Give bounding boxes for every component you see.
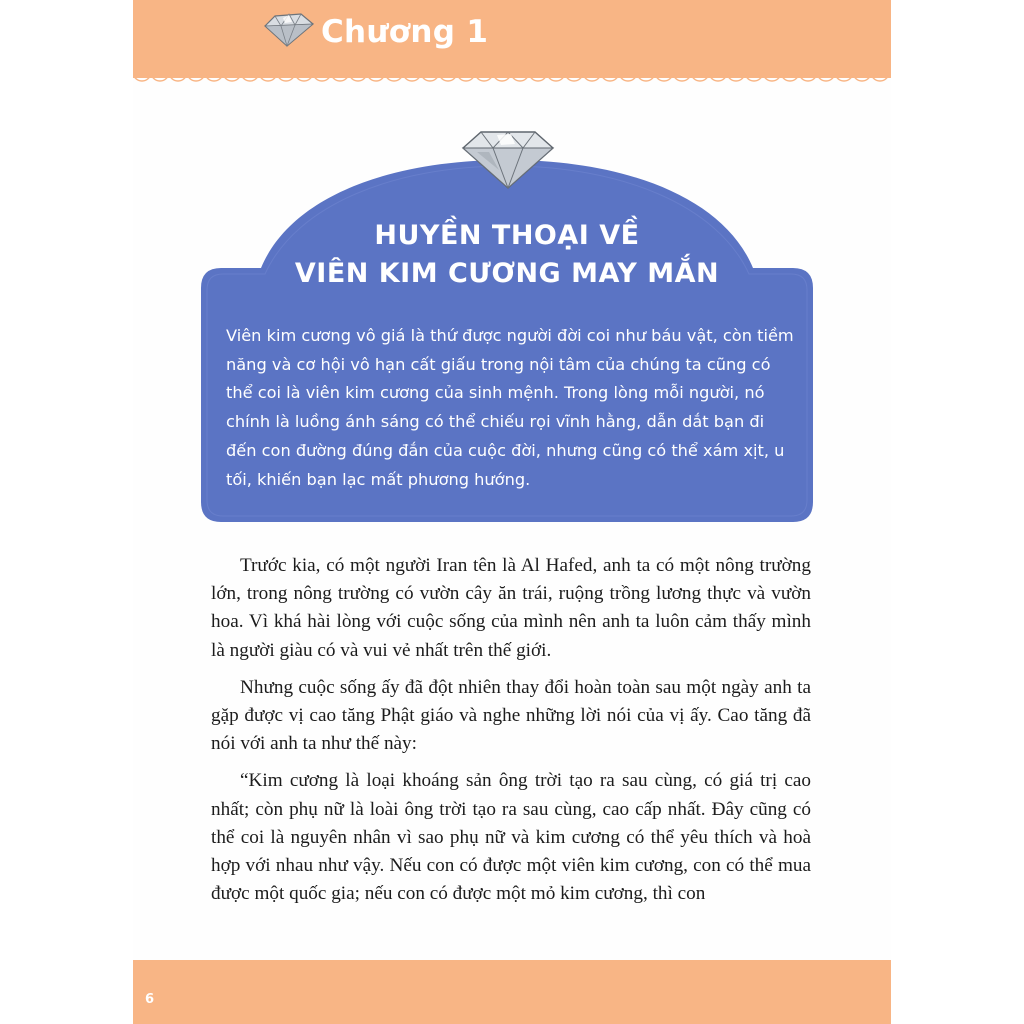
chapter-title: Chương 1 [321, 14, 489, 50]
panel-title-line-2: VIÊN KIM CƯƠNG MAY MẮN [294, 258, 720, 289]
footer-band [133, 960, 891, 1024]
body-paragraph: “Kim cương là loại khoáng sản ông trời tạo ra sau cùng, có giá trị cao nhất; còn phụ nữ là loài ông trời tạo ra sau cùng, cao cấp nhất. Đây cũng có thể coi là nguyên nhân vì sao phụ nữ và kim cương có thể yêu thích và hoà hợp với nhau như vậy. Nếu con có được một viên kim cương, con có thể mua được một quốc gia; nếu con có được một mỏ kim cương, thì con [211, 770, 811, 905]
book-page [133, 0, 891, 1024]
body-paragraph: Trước kia, có một người Iran tên là Al Hafed, anh ta có một nông trường lớn, trong nông trường có vườn cây ăn trái, ruộng trồng lương thực và vườn hoa. Vì khá hài lòng với cuộc sống của mình nên anh ta luôn cảm thấy mình là người giàu có và vui vẻ nhất trên thế giới. [211, 555, 811, 661]
panel-intro-text: Viên kim cương vô giá là thứ được người đời coi như báu vật, còn tiềm năng và cơ hội vô hạn cất giấu trong nội tâm của chúng ta cũng có thể coi là viên kim cương của sinh mệnh. Trong lòng mỗi người, nó chính là luồng ánh sáng có thể chiếu rọi vĩnh hằng, dẫn dắt bạn đi đến con đường đúng đắn của cuộc đời, nhưng cũng có thể xám xịt, u tối, khiến bạn lạc mất phương hướng. [226, 326, 794, 489]
diamond-icon [259, 12, 317, 48]
panel-title-line-1: HUYỀN THOẠI VỀ [374, 220, 640, 251]
header-scallop-border [133, 62, 891, 92]
body-text [211, 552, 811, 917]
diamond-icon [459, 126, 557, 190]
page-number: 6 [145, 992, 155, 1007]
body-paragraph: Nhưng cuộc sống ấy đã đột nhiên thay đổi hoàn toàn sau một ngày anh ta gặp được vị cao tăng Phật giáo và nghe những lời nói của vị ấy. Cao tăng đã nói với anh ta như thế này: [211, 676, 811, 755]
